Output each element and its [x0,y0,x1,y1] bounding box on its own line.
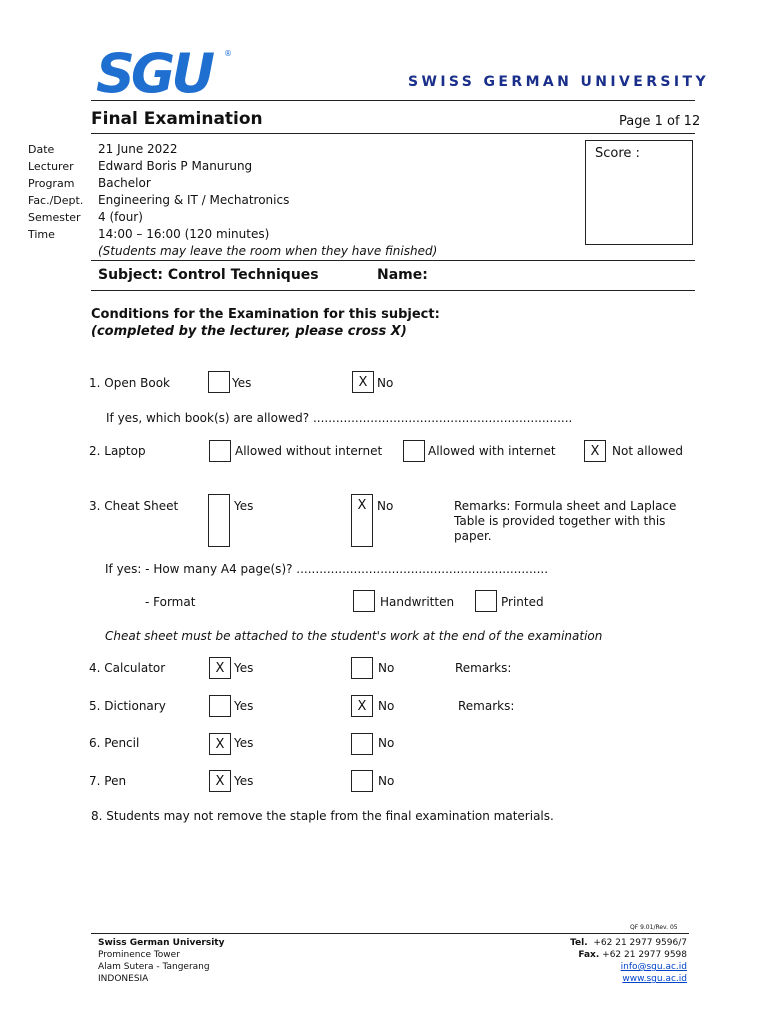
pencil-yes-label: Yes [234,736,254,750]
item-staple-note: 8. Students may not remove the staple from the final examination materials. [91,809,554,823]
calculator-remarks: Remarks: [455,661,512,675]
cheat-sheet-attach-note: Cheat sheet must be attached to the student's work at the end of the examination [105,629,603,643]
meta-label-faculty: Fac./Dept. [28,194,84,207]
item-laptop-label: 2. Laptop [89,444,146,458]
dictionary-no-checkbox[interactable]: X [351,695,373,717]
footer-divider [91,933,689,934]
meta-value-date: 21 June 2022 [98,142,178,156]
header-divider [91,100,695,101]
item-dictionary-label: 5. Dictionary [89,699,166,713]
pencil-no-label: No [378,736,395,750]
calculator-no-checkbox[interactable] [351,657,373,679]
footer-address-line-2: Alam Sutera - Tangerang [98,962,210,972]
open-book-followup: If yes, which book(s) are allowed? .................................................................... [106,411,573,425]
item-open-book-label: 1. Open Book [89,376,170,390]
cheat-sheet-yes-checkbox[interactable] [208,494,230,547]
logo-text: SGU [96,46,212,96]
subject-top-divider [91,260,695,261]
laptop-without-internet-checkbox[interactable] [209,440,231,462]
conditions-heading: Conditions for the Examination for this subject: [91,307,440,322]
dictionary-no-label: No [378,699,395,713]
laptop-with-internet-label: Allowed with internet [428,444,556,458]
subject-title: Subject: Control Techniques [98,267,319,283]
cheat-sheet-pages: If yes: - How many A4 page(s)? .................................................................. [105,562,549,576]
meta-value-semester: 4 (four) [98,210,143,224]
item-pencil-label: 6. Pencil [89,736,140,750]
cheat-sheet-format-label: - Format [145,595,196,609]
meta-value-time: 14:00 – 16:00 (120 minutes) [98,227,270,241]
format-printed-checkbox[interactable] [475,590,497,612]
dictionary-remarks: Remarks: [458,699,515,713]
dictionary-yes-checkbox[interactable] [209,695,231,717]
conditions-subheading: (completed by the lecturer, please cross X) [91,324,407,339]
score-label: Score : [595,146,640,161]
calculator-no-label: No [378,661,395,675]
cheat-sheet-no-checkbox[interactable]: X [351,494,373,547]
meta-value-faculty: Engineering & IT / Mechatronics [98,193,290,207]
open-book-no-checkbox[interactable]: X [352,371,374,393]
item-cheat-sheet-label: 3. Cheat Sheet [89,499,179,513]
registered-mark: ® [224,49,232,58]
page-number: Page 1 of 12 [619,114,701,129]
meta-label-time: Time [28,228,55,241]
dictionary-yes-label: Yes [234,699,254,713]
format-handwritten-checkbox[interactable] [353,590,375,612]
footer-tel: +62 21 2977 9596/7 [593,938,687,948]
calculator-yes-label: Yes [234,661,254,675]
pencil-yes-checkbox[interactable]: X [209,733,231,755]
pen-yes-checkbox[interactable]: X [209,770,231,792]
open-book-yes-label: Yes [232,376,252,390]
meta-label-semester: Semester [28,211,81,224]
cheat-sheet-no-label: No [377,499,394,513]
footer-web-link[interactable]: www.sgu.ac.id [622,974,687,984]
title-divider [91,133,695,134]
open-book-no-label: No [377,376,394,390]
laptop-not-allowed-label: Not allowed [612,444,684,458]
meta-value-lecturer: Edward Boris P Manurung [98,159,253,173]
meta-label-date: Date [28,143,55,156]
sgu-logo [96,46,236,96]
pen-no-label: No [378,774,395,788]
footer-fax: +62 21 2977 9598 [602,950,687,960]
footer-address-line-3: INDONESIA [98,974,149,984]
subject-bottom-divider [91,290,695,291]
calculator-yes-checkbox[interactable]: X [209,657,231,679]
form-code: QF 9.01/Rev. 05 [630,924,678,931]
cheat-sheet-yes-label: Yes [234,499,254,513]
meta-value-program: Bachelor [98,176,151,190]
meta-note: (Students may leave the room when they have finished) [98,244,438,258]
open-book-yes-checkbox[interactable] [208,371,230,393]
pencil-no-checkbox[interactable] [351,733,373,755]
pen-yes-label: Yes [234,774,254,788]
page-title: Final Examination [91,109,263,129]
footer-address-line-1: Prominence Tower [98,950,180,960]
laptop-without-internet-label: Allowed without internet [235,444,383,458]
item-calculator-label: 4. Calculator [89,661,166,675]
meta-label-lecturer: Lecturer [28,160,74,173]
laptop-with-internet-checkbox[interactable] [403,440,425,462]
cheat-sheet-remarks: Remarks: Formula sheet and Laplace Table is provided together with this paper. [454,499,677,543]
footer-org: Swiss German University [98,938,225,948]
footer-email-link[interactable]: info@sgu.ac.id [620,962,687,972]
format-printed-label: Printed [501,595,544,609]
format-handwritten-label: Handwritten [380,595,455,609]
footer-fax-label: Fax. [578,950,600,960]
university-name: SWISS GERMAN UNIVERSITY [408,74,709,90]
footer-tel-label: Tel. [570,938,588,948]
laptop-not-allowed-checkbox[interactable]: X [584,440,606,462]
name-label: Name: [377,267,428,283]
pen-no-checkbox[interactable] [351,770,373,792]
item-pen-label: 7. Pen [89,774,127,788]
meta-label-program: Program [28,177,75,190]
